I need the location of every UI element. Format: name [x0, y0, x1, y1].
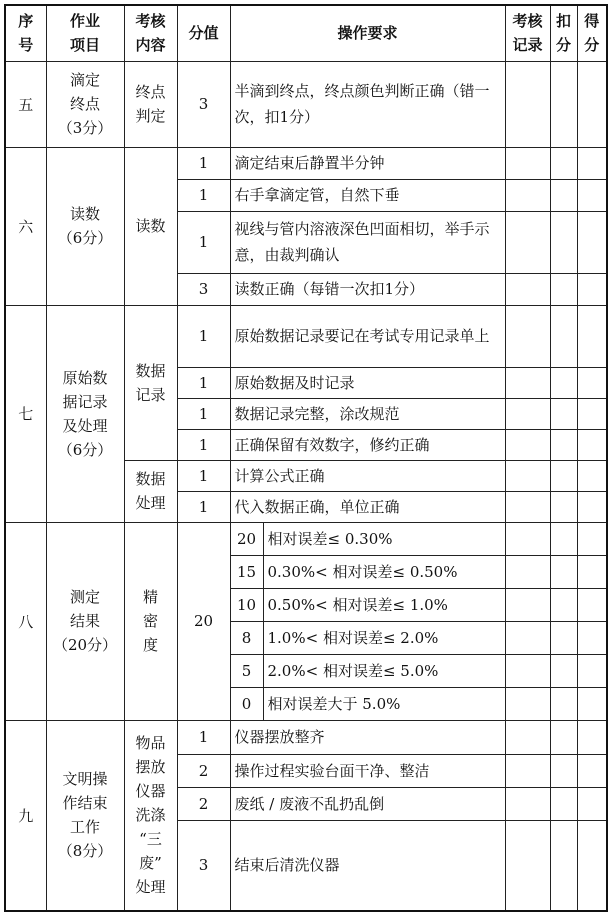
points-cell: 15 — [230, 555, 263, 588]
record-cell[interactable] — [505, 61, 550, 147]
requirement-cell: 操作过程实验台面干净、整洁 — [230, 754, 505, 787]
table-row — [5, 305, 607, 367]
section-content: 数据 记录 — [124, 305, 177, 460]
deduct-cell[interactable] — [550, 367, 577, 398]
got-cell[interactable] — [577, 720, 607, 754]
deduct-cell[interactable] — [550, 720, 577, 754]
section-item: 文明操 作结束 工作 （8分） — [46, 720, 124, 911]
record-cell[interactable] — [505, 147, 550, 179]
header-seq: 序 号 — [5, 5, 46, 61]
section-seq: 七 — [5, 305, 46, 522]
score-cell: 1 — [177, 429, 230, 460]
record-cell[interactable] — [505, 460, 550, 491]
got-cell[interactable] — [577, 522, 607, 555]
points-cell: 10 — [230, 588, 263, 621]
record-cell[interactable] — [505, 398, 550, 429]
header-score: 分值 — [177, 5, 230, 61]
section-item: 读数 （6分） — [46, 147, 124, 305]
requirement-cell: 正确保留有效数字，修约正确 — [230, 429, 505, 460]
record-cell[interactable] — [505, 429, 550, 460]
deduct-cell[interactable] — [550, 588, 577, 621]
header-content: 考核 内容 — [124, 5, 177, 61]
section-item: 测定 结果 （20分） — [46, 522, 124, 720]
deduct-cell[interactable] — [550, 273, 577, 305]
score-cell: 1 — [177, 211, 230, 273]
got-cell[interactable] — [577, 754, 607, 787]
requirement-cell: 相对误差大于 5.0% — [263, 687, 505, 720]
score-cell: 1 — [177, 305, 230, 367]
requirement-cell: 2.0%< 相对误差≤ 5.0% — [263, 654, 505, 687]
requirement-cell: 相对误差≤ 0.30% — [263, 522, 505, 555]
score-cell: 20 — [177, 522, 230, 720]
header-got: 得 分 — [577, 5, 607, 61]
score-cell: 3 — [177, 61, 230, 147]
got-cell[interactable] — [577, 211, 607, 273]
deduct-cell[interactable] — [550, 460, 577, 491]
record-cell[interactable] — [505, 754, 550, 787]
requirement-cell: 数据记录完整，涂改规范 — [230, 398, 505, 429]
deduct-cell[interactable] — [550, 179, 577, 211]
got-cell[interactable] — [577, 491, 607, 522]
score-cell: 2 — [177, 787, 230, 820]
record-cell[interactable] — [505, 787, 550, 820]
requirement-cell: 读数正确（每错一次扣1分） — [230, 273, 505, 305]
score-cell: 1 — [177, 398, 230, 429]
requirement-cell: 原始数据及时记录 — [230, 367, 505, 398]
section-content: 数据 处理 — [124, 460, 177, 522]
deduct-cell[interactable] — [550, 687, 577, 720]
table-row — [5, 720, 607, 754]
got-cell[interactable] — [577, 820, 607, 911]
got-cell[interactable] — [577, 654, 607, 687]
deduct-cell[interactable] — [550, 305, 577, 367]
section-content: 终点 判定 — [124, 61, 177, 147]
score-cell: 1 — [177, 491, 230, 522]
header-record: 考核 记录 — [505, 5, 550, 61]
record-cell[interactable] — [505, 179, 550, 211]
requirement-cell: 0.30%< 相对误差≤ 0.50% — [263, 555, 505, 588]
record-cell[interactable] — [505, 367, 550, 398]
deduct-cell[interactable] — [550, 522, 577, 555]
got-cell[interactable] — [577, 621, 607, 654]
requirement-cell: 原始数据记录要记在考试专用记录单上 — [230, 305, 505, 367]
requirement-cell: 废纸 / 废液不乱扔乱倒 — [230, 787, 505, 820]
score-cell: 3 — [177, 820, 230, 911]
deduct-cell[interactable] — [550, 398, 577, 429]
requirement-cell: 仪器摆放整齐 — [230, 720, 505, 754]
deduct-cell[interactable] — [550, 147, 577, 179]
deduct-cell[interactable] — [550, 654, 577, 687]
record-cell[interactable] — [505, 305, 550, 367]
deduct-cell[interactable] — [550, 555, 577, 588]
requirement-cell: 右手拿滴定管，自然下垂 — [230, 179, 505, 211]
got-cell[interactable] — [577, 460, 607, 491]
record-cell[interactable] — [505, 621, 550, 654]
record-cell[interactable] — [505, 522, 550, 555]
record-cell[interactable] — [505, 820, 550, 911]
assessment-table — [4, 4, 608, 912]
score-cell: 1 — [177, 460, 230, 491]
got-cell[interactable] — [577, 273, 607, 305]
requirement-cell: 半滴到终点，终点颜色判断正确（错一次，扣1分） — [230, 61, 505, 147]
deduct-cell[interactable] — [550, 787, 577, 820]
got-cell[interactable] — [577, 787, 607, 820]
score-cell: 1 — [177, 720, 230, 754]
header-requirements: 操作要求 — [230, 5, 505, 61]
deduct-cell[interactable] — [550, 754, 577, 787]
requirement-cell: 代入数据正确，单位正确 — [230, 491, 505, 522]
header-deduct: 扣 分 — [550, 5, 577, 61]
table-row — [5, 61, 607, 147]
record-cell[interactable] — [505, 720, 550, 754]
record-cell[interactable] — [505, 273, 550, 305]
deduct-cell[interactable] — [550, 820, 577, 911]
got-cell[interactable] — [577, 61, 607, 147]
score-cell: 1 — [177, 147, 230, 179]
requirement-cell: 0.50%< 相对误差≤ 1.0% — [263, 588, 505, 621]
requirement-cell: 1.0%< 相对误差≤ 2.0% — [263, 621, 505, 654]
deduct-cell[interactable] — [550, 621, 577, 654]
points-cell: 20 — [230, 522, 263, 555]
got-cell[interactable] — [577, 367, 607, 398]
got-cell[interactable] — [577, 147, 607, 179]
deduct-cell[interactable] — [550, 429, 577, 460]
points-cell: 0 — [230, 687, 263, 720]
deduct-cell[interactable] — [550, 61, 577, 147]
score-cell: 1 — [177, 367, 230, 398]
section-seq: 八 — [5, 522, 46, 720]
section-seq: 五 — [5, 61, 46, 147]
score-cell: 1 — [177, 179, 230, 211]
record-cell[interactable] — [505, 654, 550, 687]
got-cell[interactable] — [577, 305, 607, 367]
header-row — [5, 5, 607, 61]
header-item: 作业 项目 — [46, 5, 124, 61]
got-cell[interactable] — [577, 555, 607, 588]
section-seq: 六 — [5, 147, 46, 305]
got-cell[interactable] — [577, 398, 607, 429]
record-cell[interactable] — [505, 687, 550, 720]
section-content: 读数 — [124, 147, 177, 305]
score-cell: 2 — [177, 754, 230, 787]
got-cell[interactable] — [577, 687, 607, 720]
record-cell[interactable] — [505, 491, 550, 522]
score-cell: 3 — [177, 273, 230, 305]
got-cell[interactable] — [577, 179, 607, 211]
points-cell: 5 — [230, 654, 263, 687]
table-row — [5, 147, 607, 179]
deduct-cell[interactable] — [550, 211, 577, 273]
requirement-cell: 计算公式正确 — [230, 460, 505, 491]
requirement-cell: 滴定结束后静置半分钟 — [230, 147, 505, 179]
table-row — [5, 522, 607, 555]
deduct-cell[interactable] — [550, 491, 577, 522]
record-cell[interactable] — [505, 588, 550, 621]
record-cell[interactable] — [505, 211, 550, 273]
requirement-cell: 视线与管内溶液深色凹面相切，举手示意，由裁判确认 — [230, 211, 505, 273]
points-cell: 8 — [230, 621, 263, 654]
got-cell[interactable] — [577, 429, 607, 460]
requirement-cell: 结束后清洗仪器 — [230, 820, 505, 911]
record-cell[interactable] — [505, 555, 550, 588]
section-item: 原始数 据记录 及处理 （6分） — [46, 305, 124, 522]
section-seq: 九 — [5, 720, 46, 911]
section-content: 物品 摆放 仪器 洗涤 “三 废” 处理 — [124, 720, 177, 911]
section-item: 滴定 终点 （3分） — [46, 61, 124, 147]
section-content: 精 密 度 — [124, 522, 177, 720]
got-cell[interactable] — [577, 588, 607, 621]
